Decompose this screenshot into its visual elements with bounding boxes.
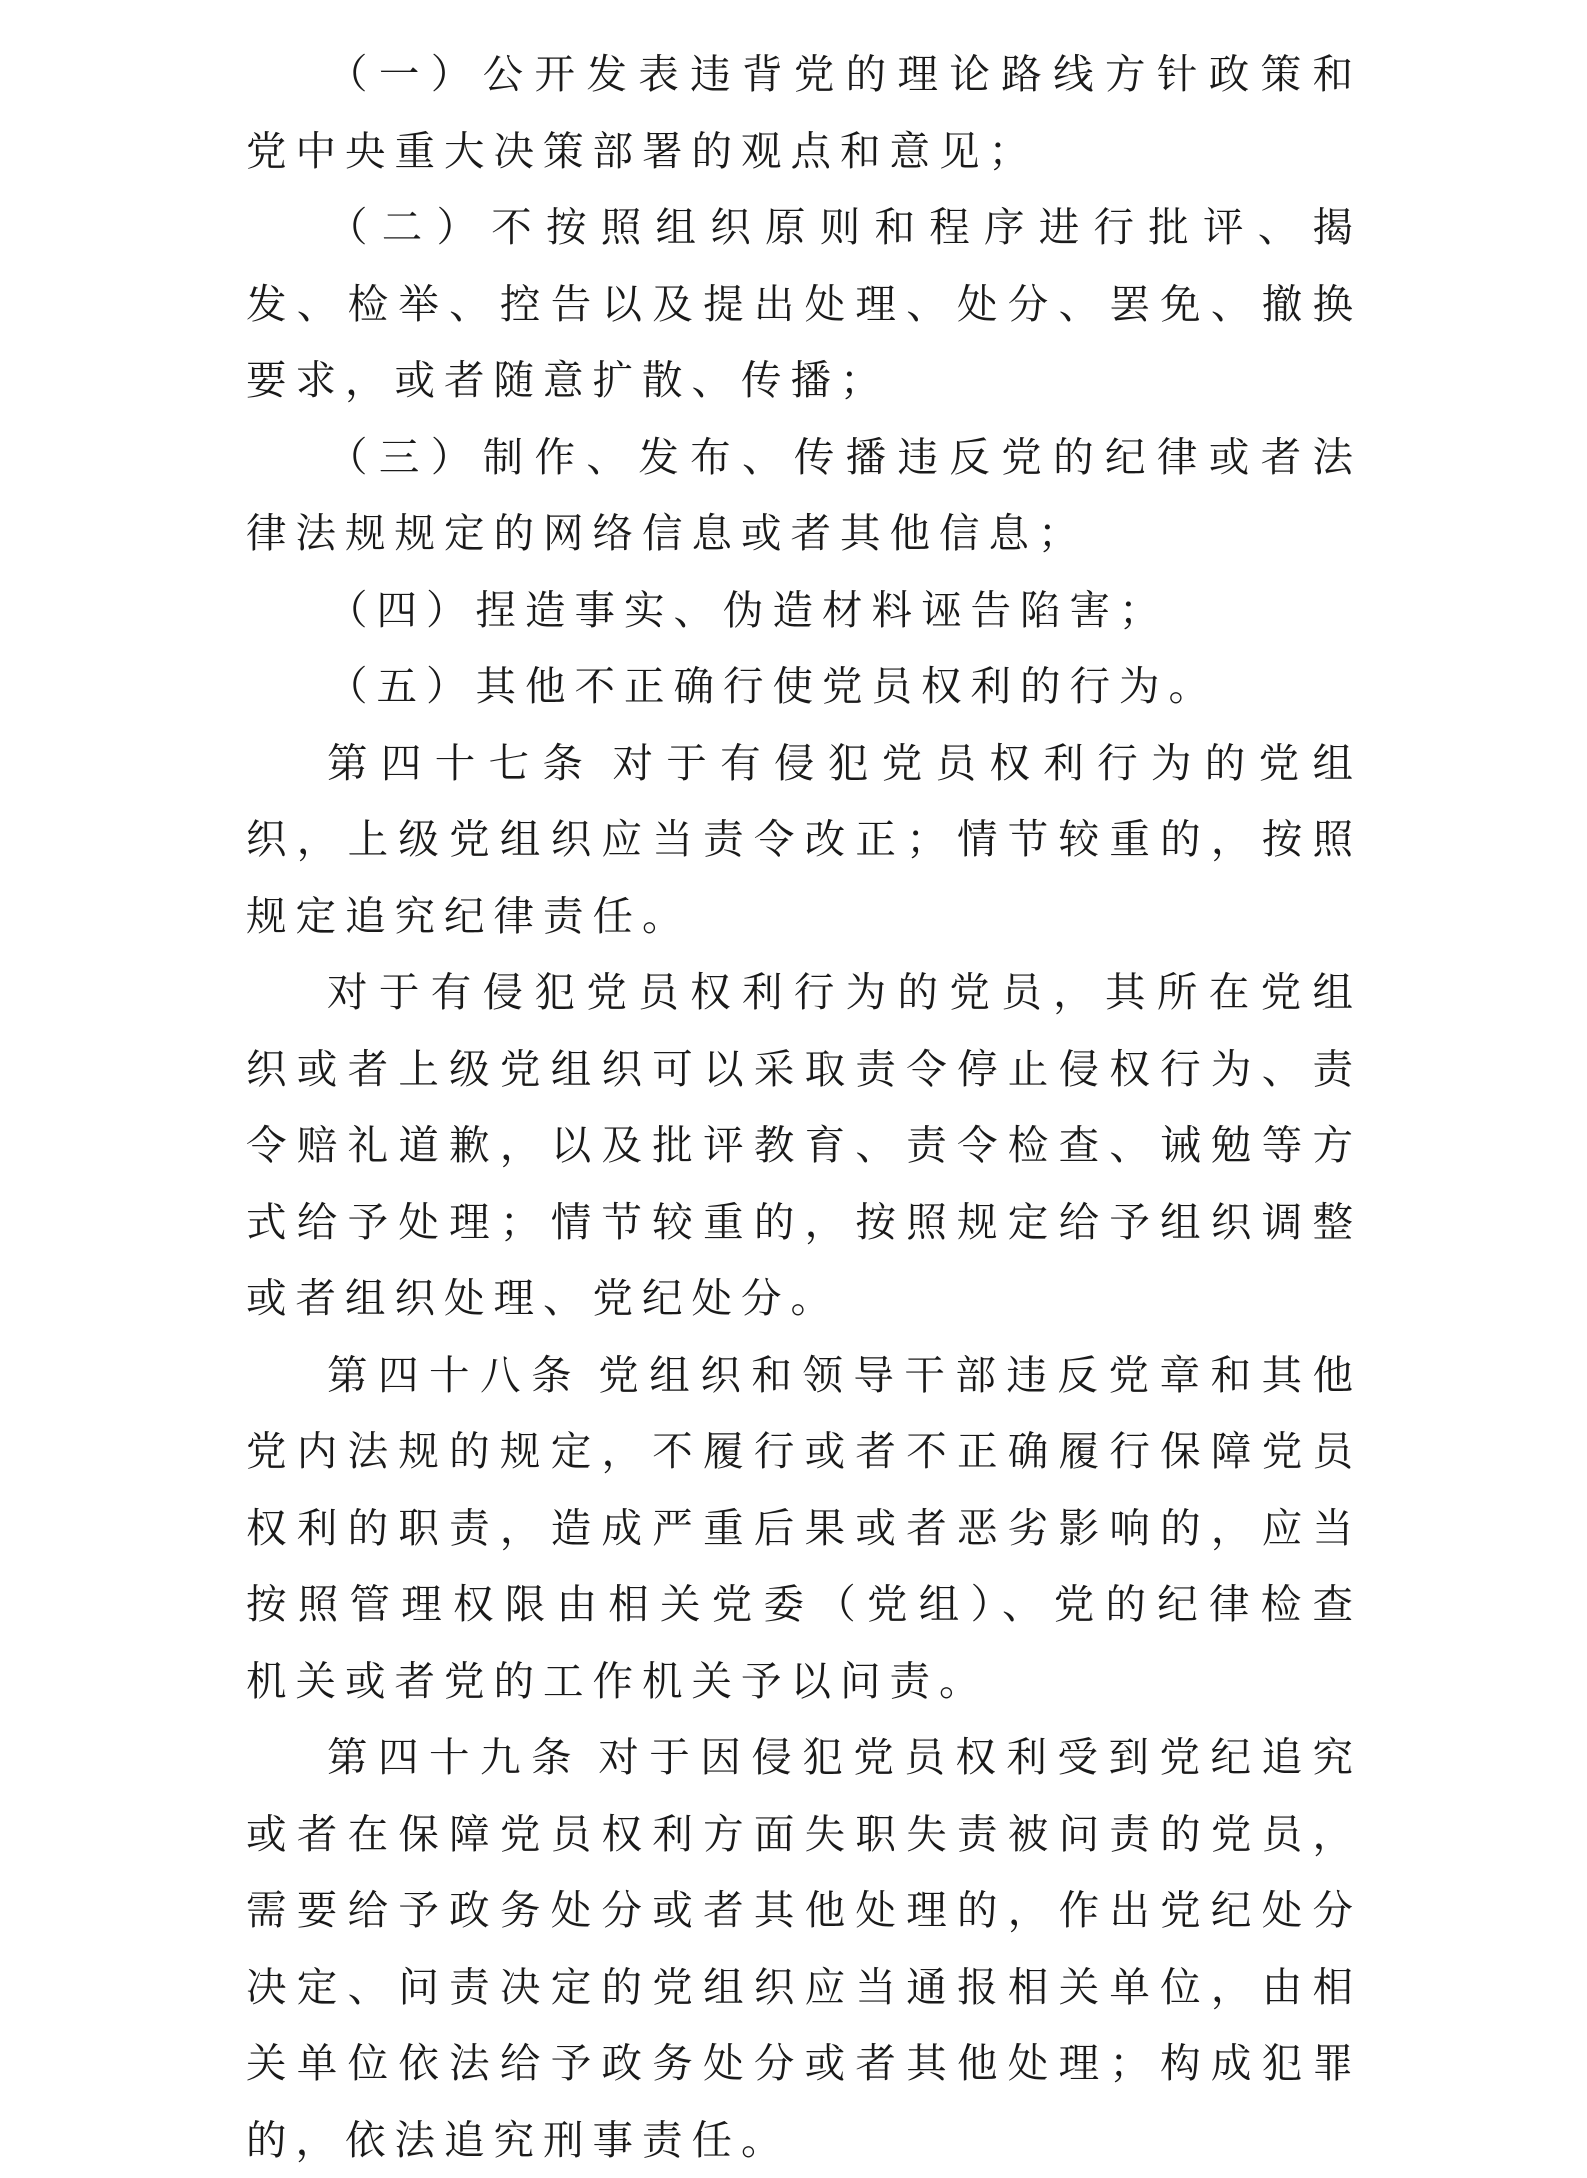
article-48 [246, 1337, 1362, 1720]
article-number: 第四十八条 [327, 1350, 583, 1399]
document-body [246, 36, 1362, 2178]
paragraph-text: （四）捏造事实、伪造材料诬告陷害； [327, 585, 1169, 634]
paragraph-text: 对于因侵犯党员权利受到党纪追究或者在保障党员权利方面失职失责被问责的党员，需要给予政务处分或者其他处理的，作出党纪处分决定、问责决定的党组织应当通报相关单位，由相关单位依法给予政务处分或者其他处理；构成犯罪的，依法追究刑事责任。 [246, 1733, 1363, 2164]
list-item-3 [246, 419, 1362, 572]
paragraph-text: （五）其他不正确行使党员权利的行为。 [327, 662, 1218, 710]
list-item-1 [246, 36, 1362, 189]
article-47-paragraph-2 [246, 954, 1362, 1337]
paragraph-text: 对于有侵犯党员权利行为的党组织，上级党组织应当责令改正；情节较重的，按照规定追究纪律责任。 [246, 738, 1363, 940]
paragraph-text: 党组织和领导干部违反党章和其他党内法规的规定，不履行或者不正确履行保障党员权利的职责，造成严重后果或者恶劣影响的，应当按照管理权限由相关党委（党组）、党的纪律检查机关或者党的工作机关予以问责。 [246, 1350, 1363, 1705]
article-47 [246, 725, 1362, 955]
paragraph-text: （一）公开发表违背党的理论路线方针政策和党中央重大决策部署的观点和意见； [246, 50, 1362, 175]
paragraph-text: 对于有侵犯党员权利行为的党员，其所在党组织或者上级党组织可以采取责令停止侵权行为、责令赔礼道歉，以及批评教育、责令检查、诫勉等方式给予处理；情节较重的，按照规定给予组织调整或者组织处理、党纪处分。 [246, 968, 1362, 1322]
paragraph-text: （二）不按照组织原则和程序进行批评、揭发、检举、控告以及提出处理、处分、罢免、撤换要求，或者随意扩散、传播； [246, 203, 1362, 404]
article-number: 第四十九条 [327, 1733, 583, 1781]
article-49 [246, 1719, 1362, 2178]
list-item-4 [246, 572, 1362, 649]
list-item-5 [246, 648, 1362, 725]
article-number: 第四十七条 [327, 738, 597, 787]
paragraph-text: （三）制作、发布、传播违反党的纪律或者法律法规规定的网络信息或者其他信息； [246, 432, 1362, 557]
list-item-2 [246, 189, 1362, 419]
